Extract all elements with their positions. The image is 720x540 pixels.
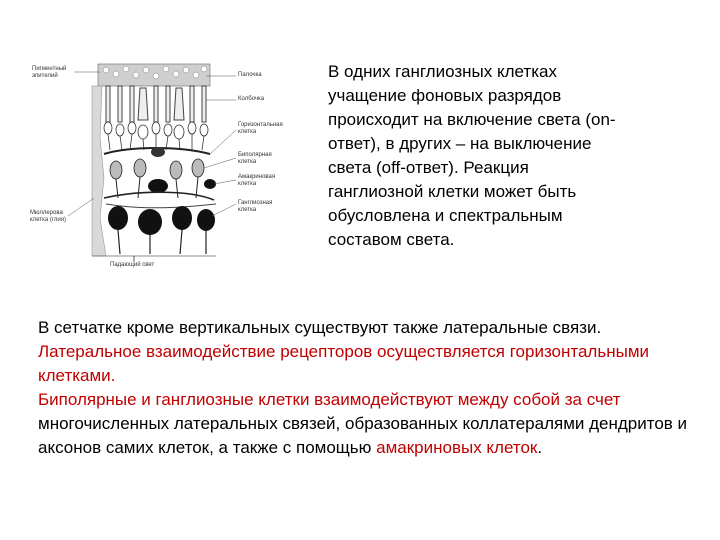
- bottom-sentence-1: В сетчатке кроме вертикальных существуют также латеральные связи.: [38, 318, 602, 337]
- right-line-3: происходит на включение света (on-: [328, 110, 616, 129]
- right-line-8: составом света.: [328, 230, 455, 249]
- label-amacrine-cell: Амакриновая клетка: [238, 174, 276, 187]
- label-cone: Колбочка: [238, 96, 265, 102]
- right-line-6: ганглиозной клетки может быть: [328, 182, 577, 201]
- label-ganglion-cell: Ганглиозная клетка: [238, 200, 273, 213]
- right-line-4: ответ), в других – на выключение: [328, 134, 592, 153]
- retina-diagram: [30, 58, 292, 270]
- bottom-sentence-4-red: амакриновых клеток: [371, 438, 538, 457]
- right-paragraph: [328, 60, 668, 252]
- label-incident-light: Падающий свет: [110, 262, 155, 268]
- label-horizontal-cell: Горизонтальная клетка: [238, 122, 283, 135]
- bottom-sentence-3-rest: многочисленных латеральных связей, образованных коллатералями дендритов и аксонов самих клеток, а также с помощью: [38, 414, 688, 457]
- bottom-sentence-2: Латеральное взаимодействие рецепторов осуществляется горизонтальными клетками.: [38, 342, 650, 385]
- right-line-2-red: учащение: [328, 86, 407, 105]
- label-bipolar-cell: Биполярная клетка: [238, 152, 272, 165]
- bottom-paragraph: [38, 316, 698, 460]
- label-muller-cell: Мюллерова клетка (глия): [30, 210, 66, 223]
- right-line-2-rest: фоновых разрядов: [406, 86, 562, 105]
- bottom-sentence-4-end: .: [537, 438, 543, 457]
- bottom-sentence-3-red: Биполярные и ганглиозные клетки взаимодействуют между собой за счет: [38, 390, 621, 409]
- right-line-5-a: света (off-ответ).: [328, 158, 459, 177]
- right-line-2: [328, 84, 668, 108]
- right-line-1: В одних ганглиозных клетках: [328, 62, 557, 81]
- right-line-5: [328, 156, 668, 180]
- label-rod: Палочка: [238, 72, 262, 78]
- right-line-7: обусловлена и спектральным: [328, 206, 563, 225]
- label-pigment-epithelium: Пигментный эпителий: [32, 66, 67, 79]
- right-line-5-b: Реакция: [458, 158, 529, 177]
